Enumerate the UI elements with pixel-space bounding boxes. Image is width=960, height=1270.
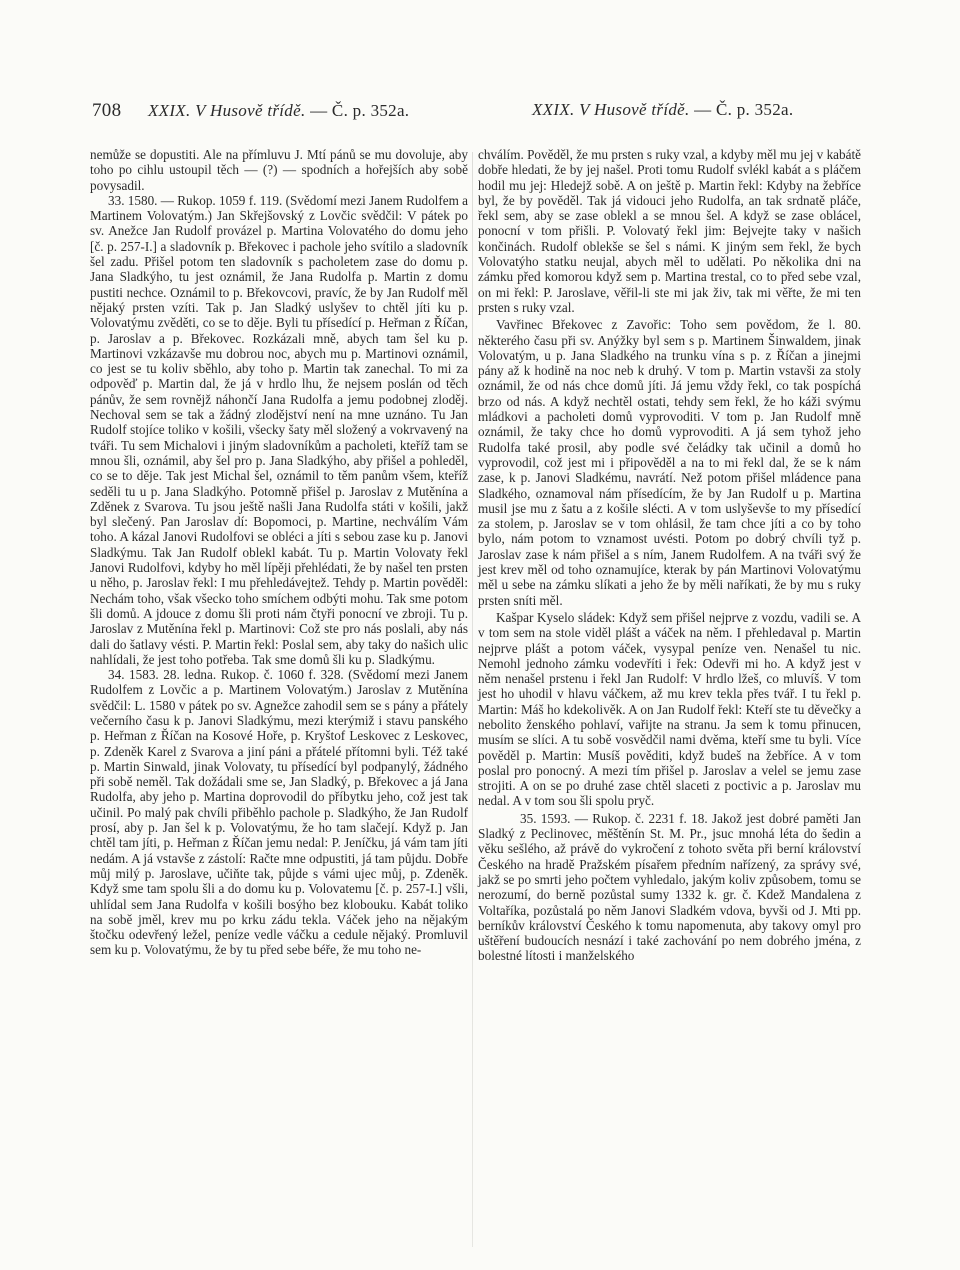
paragraph: chválím. Pověděl, že mu prsten s ruky vzal, a kdyby měl mu jej v kabátě dobře hledati, že by jej našel. Proti tomu Rudolf svlékl kabát a s pláčem hodil mu jej: Hledejž sobě. A on ještě p. Martin řekl: Kdyby na žebříce byl, že by pověděl. Tak já vidouci jeho Rudolfa, an tak srdnatě pláče, řekl sem, aby se zase oblekl a se mnou šel. A když se zase oblácel, ponocní v tom přišli. P. Volovatý řekl jim: Bejvejte taky v našich končinách. Rudolf oblekše se šel s námi. K jiným sem řekl, že bych Volovatýho statku neujal, abych měl to udělati. Po několika dni na zámku před komorou když sem p. Martina trestal, co to před sebe vzal, on mi řekl: P. Jaroslave, věřil-li ste mi jak živ, tak mi věřte, že mi ten prsten s ruky vzal. bbox=[478, 147, 861, 315]
paragraph: 35. 1593. — Rukop. č. 2231 f. 18. Jakož jest dobré paměti Jan Sladký z Peclinovec, měštěnín St. M. Pr., jsuc mnohá léta do šedin a věku sešlého, až právě do vykročení z tohoto světa při berní království Českého na hradě Pražském písařem předním nařízený, za správy své, jakž se po smrti jeho počtem vyhledalo, jakým koliv způsobem, tomu se nerozumí, do berně pozůstal sumy 1332 k. gr. č. Kdež Mandalena z Voltaříka, pozůstalá po něm Janovi Sladkém vdova, byvši od J. Mti pp. berníkův království Českého k tomu napomenuta, aby takovy omyl pro uštěření budoucích nesnází i také zachování po nem dobrého jména, z bolestné lítosti i manželského bbox=[478, 810, 861, 964]
paragraph: 33. 1580. — Rukop. 1059 f. 119. (Svědomí mezi Janem Rudolfem a Martinem Volovatým.) Jan Skřejšovský z Lovčic svědčil: V pátek po sv. Anežce Jan Rudolf provázel p. Martina Volovatého do domu jeho [č. p. 257-I.] a sladovník p. Břekovec i pachole jeho svítilo a sladovník šel zadu. Přišel potom ten sladovník s pacholetem zase do domu p. Jana Sladkýho, tu jest oznámil, že Jana Rudolfa p. Martin z domu pustiti nechce. Oznámil to p. Břekovcovi, pravíc, že by Jan Rudolf měl nějaký prsten vzíti. Tak p. Jan Sladký uslyšev to chtěl jíti ku p. Volovatýmu zvěděti, co se to děje. Byli tu přísedící p. Heřman z Říčan, p. Jaroslav a p. Břekovec. Rozkázali mně, abych tam šel ku p. Martinovi vzkázavše mu dobrou noc, abych mu p. Martinovi oznámil, co jest se tu koliv sběhlo, aby toho p. Martin tak zanechal. To mi za odpověď p. Martin dal, že já v hrdlo lhu, že nejsem poslán od těch pánův, že sem rovnějž náhončí Jana Rudolfa a jemu podobnej zloděj. Nechoval sem se tak a žádný zlodějství není na mne uznáno. Tu Jan Rudolf stojíce toliko v košili, všecky šaty měl složený a vokrvavený na tváři. Tu sem Michalovi i jiným sladovníkům a pacholeti, kteříž tam se mnou šli, oznámil, aby šel pro p. Jana Sladkýho, aby přišel a pohleděl, co se to děje. Tak jest Michal šel, oznámil to těm panům všem, kteříž seděli tu u p. Jana Sladkýho. Potomně přišel p. Jaroslav z Mutěnína a Zděnek z Svarova. Tu jsou ještě našli Jana Rudolfa státi v košili, jakž byl slečený. Pan Jaroslav dí: Bopomoci, p. Martine, nechválím Vám toho. A kázal Janovi Rudolfovi se obléci a jíti s sebou zase ku p. Janovi Sladkýmu. Tak Jan Rudolf oblekl kabát. Tu p. Martin Volovaty řekl Janovi Rudolfovi, kdyby ho měl lípěji přehlédati, že by našel ten prsten u něho, p. Jaroslav řekl: I mu přehledávejtež. Tehdy p. Martin pověděl: Nechám toho, však všecko toho smíchem odbýti mohu. Tak sme potom šli domů. A jdouce z domu šli proti nám čtyři ponocní ve zbroji. Tu p. Jaroslav z Mutěnína řekl p. Martinovi: Což ste pro nás poslali, aby nás dali do šatlavy vésti. P. Martin řekl: Poslal sem, aby taky do našich ulic nahlídali, že jest toho potřeba. Tak sme domů šli ku p. Sladkýmu. bbox=[90, 192, 468, 667]
running-ref-right: — Č. p. 352a. bbox=[694, 100, 794, 119]
page-header-right bbox=[532, 100, 793, 120]
left-column bbox=[90, 147, 468, 958]
running-head-left: XXIX. V Husově třídě. bbox=[147, 101, 306, 120]
running-head-right: XXIX. V Husově třídě. bbox=[532, 100, 690, 119]
paragraph: nemůže se dopustiti. Ale na přímluvu J. Mtí pánů se mu dovoluje, aby toho po cihlu ustoupil těch — (?) — spodních a hořejších aby sobě povysadil. bbox=[90, 147, 468, 193]
running-ref-left: — Č. p. 352a. bbox=[310, 101, 410, 120]
page-header-left bbox=[92, 100, 409, 122]
right-column bbox=[478, 147, 861, 964]
paragraph: Vavřinec Břekovec z Zavořic: Toho sem povědom, že l. 80. některého času při sv. Anýžky byl sem s p. Martinem Šinwaldem, jinak Volovatým, u p. Jana Sladkého na trunku vína s p. z Říčan a jinejmi pány až k hodině na noc neb k druhý. V tom p. Martin vstavši za stoly oznámil, že od nás chce domů jíti. Já jemu vždy řekl, co tak pospíchá brzo od nás. A když nechtěl ostati, tehdy sem řekl, že ho káži svýmu mládkovi a pacholeti domů vyprovoditi. V tom p. Jan Rudolf mně oznámil, že taky chce ho domů vyprovoditi. A já sem tyhož jeho Rudolfa také prosil, aby podle své čeládky tak učinil a domů ho vyprovodil, což jest mi i připověděl a na to mi řekl dal, že se k nám zase, k p. Janovi Sladkému, navrátí. Než potom přišel mládence pana Sladkého, oznamoval nám přísedícím, že by Jan Rudolf u p. Martina musil jse mu z šatu a z košile slécti. A v tom uslyševše to my přísedící za stolem, p. Jaroslav se v tom ohlásil, že tam chce jíti a co by toho bylo, nám potom to vznamost uvésti. Potom po dobrý chvíli tyž p. Jaroslav zase k nám přišel a s ním, Janem Rudolfem. A na tváři svý že jest krev měl od toho oznamujíce, kterak by pán Martinovi Volovatýmu měl u sebe na zámku slíkati a jeho že by měli naříkati, že by mu s ruky prsten sníti měl. bbox=[478, 317, 861, 608]
column-divider bbox=[472, 152, 473, 1247]
paragraph: Kašpar Kyselo sládek: Když sem přišel nejprve z vozdu, vadili se. A v tom sem na stole viděl plášt a váček na něm. I přehledaval p. Martin nejprve plášt a potom váček, vysypal peníze ven. Nenašel tu nic. Nemohl jednoho zámku vodevříti i řek: Odevři mi ho. A když jest v něm nenašel prstenu i řekl Jan Rudolf: V hrdlo lžeš, co mluvíš. V tom jest ho uhodil v hlavu váčkem, až mu krev tekla přes tvář. I tu řekl p. Martin: Máš ho kdekolivěk. A on Jan Rudolf řekl: Kteří ste tu děvečky a nebolito ženského pohlaví, vařijte na stranu. Ja sem k tomu přinucen, musím se slíci. A tu sobě vosvědčil nami dvěma, kteří sme tu byli. Více pověděl p. Martin: Musíš pověditi, když budeš na žebříce. A v tom poslal pro ponocný. A mezi tím přišel p. Jaroslav a velel se jemu zase strojiti. A on se po druhé zase chtěl slaceti z poctivic a p. Jaroslav mu nedal. A v tom sou šli spolu pryč. bbox=[478, 609, 861, 809]
paragraph: 34. 1583. 28. ledna. Rukop. č. 1060 f. 328. (Svědomí mezi Janem Rudolfem z Lovčic a p. Martinem Volovatým.) Jaroslav z Mutěnína svědčil: L. 1580 v pátek po sv. Agnežce zahodil sem se s pány a přátely večerního času k p. Janovi Sladkýmu, mezi kterýmiž i stavu panského p. Heřman z Říčan na Kosové Hoře, p. Kryštof Leskovec z Leskovec, p. Zdeněk Karel z Svarova a jiní páni a přátelé přítomni byli. Též také p. Martin Sinwald, jinak Volovaty, tu přísedící byl podpanylý, žádného při sobě neměl. Tak dožádali sme se, Jan Sladký, p. Břekovec a já Jana Rudolfa, aby jeho p. Martina doprovodil do příbytku jeho, což jest tak učinil. Po malý pak chvíli přiběhlo pachole p. Sladkýho, že Jan Rudolf prosí, aby p. Jan šel k p. Volovatýmu, že ho tam slačejí. Když p. Jan chtěl tam jíti, p. Heřman z Říčan jemu nedal: P. Jeníčku, já vám tam jíti nedám. A já vstavše z zástolí: Račte mne odpustiti, já tam půjdu. Dobře můj milý p. Jaroslave, učiňte tak, půjde s vámi ujec můj, p. Zdeněk. Když sme tam spolu šli a do domu ku p. Volovatemu [č. p. 257-I.] všli, uhlídal sem Jana Rudolfa v košili bosýho bez klobouku. Kabát toliko na sobě jměl, krev mu po krku zádu tekla. Váček jeho na nějakým štočku odevřený ležel, peníze vedle váčku a cedule nějaký. Promluvil sem ku p. Volovatýmu, že by tu před sebe béře, že mu toho ne- bbox=[90, 667, 468, 958]
page-number: 708 bbox=[92, 100, 122, 121]
